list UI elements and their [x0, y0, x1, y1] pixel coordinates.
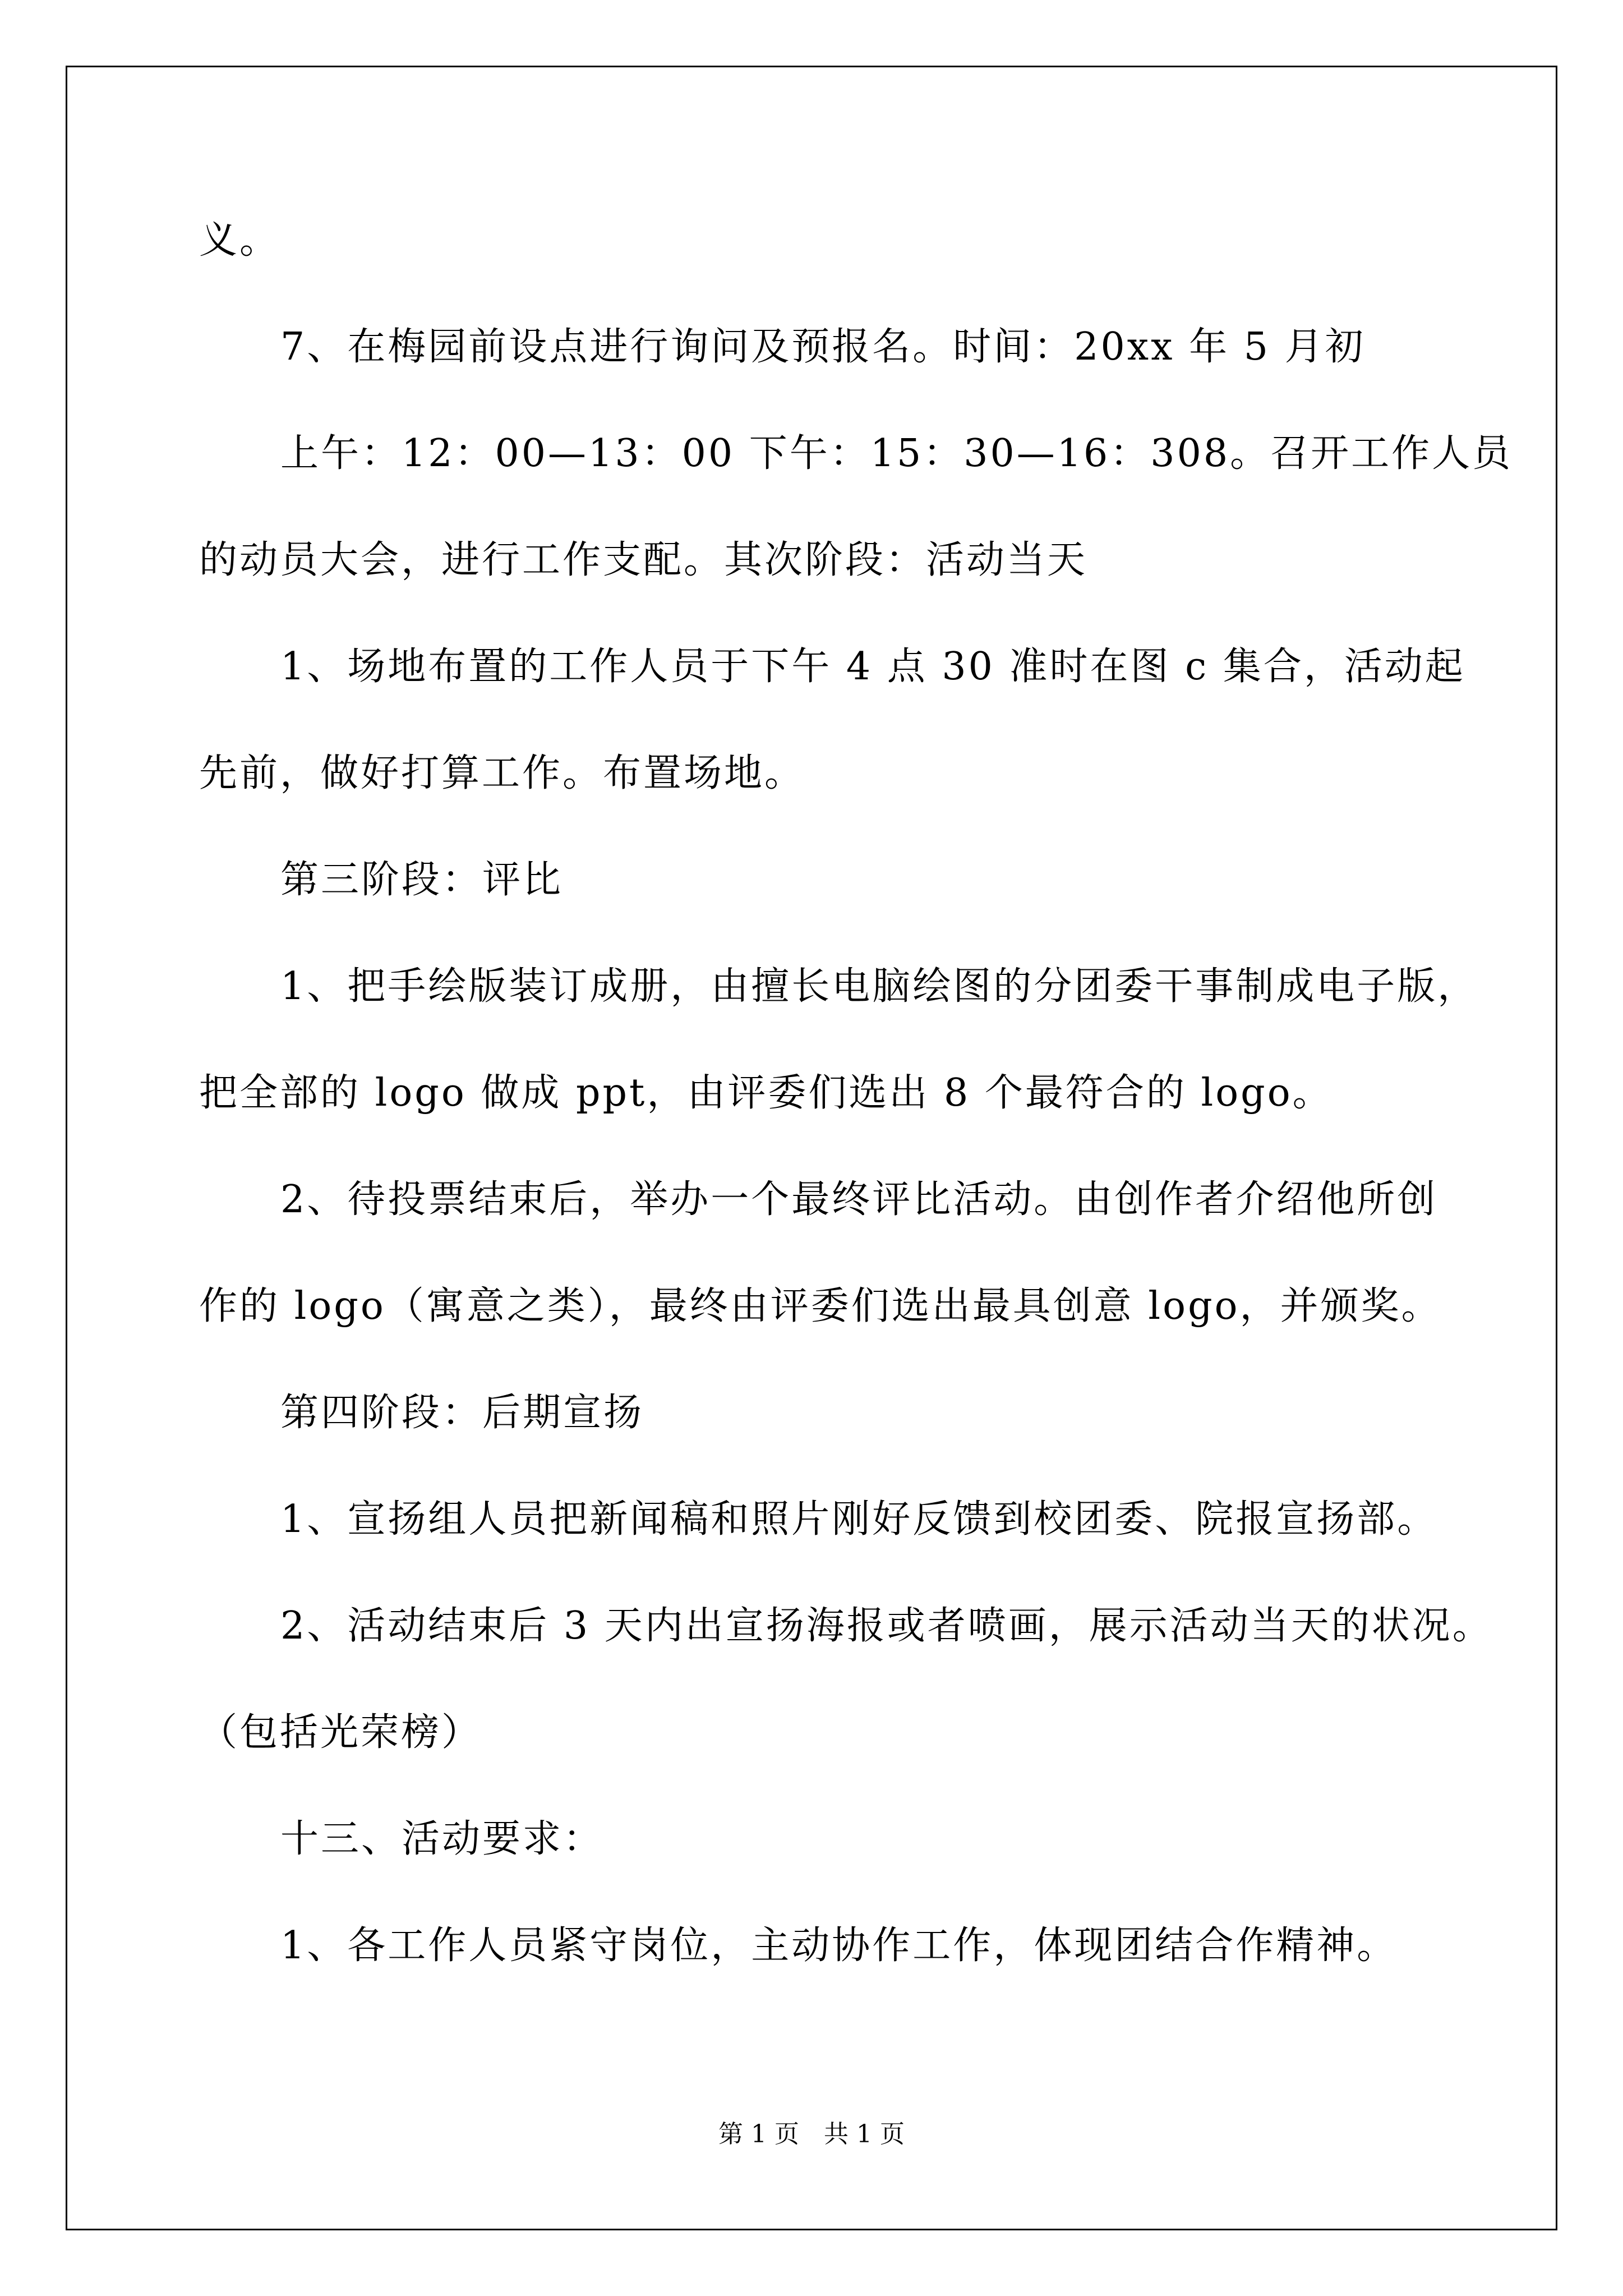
section-heading-requirements: 十三、活动要求：	[280, 1817, 604, 1861]
text-line-2: 7、在梅园前设点进行询问及预报名。时间：20xx 年 5 月初	[280, 325, 1366, 369]
text-line-13: 1、宣扬组人员把新闻稿和照片刚好反馈到校团委、院报宣扬部。	[280, 1497, 1438, 1542]
text-line-17: 1、各工作人员紧守岗位，主动协作工作，体现团结合作精神。	[280, 1924, 1398, 1968]
page-border	[66, 66, 1557, 2230]
text-line-8: 1、把手绘版装订成册，由擅长电脑绘图的分团委干事制成电子版，	[280, 964, 1478, 1009]
text-line-5: 1、场地布置的工作人员于下午 4 点 30 准时在图 c 集合，活动起	[280, 645, 1465, 689]
text-line-15: （包括光荣榜）	[199, 1710, 482, 1755]
text-line-11: 作的 logo（寓意之类），最终由评委们选出最具创意 logo，并颁奖。	[199, 1284, 1442, 1328]
text-line-14: 2、活动结束后 3 天内出宣扬海报或者喷画，展示活动当天的状况。	[280, 1604, 1493, 1648]
text-line-6: 先前，做好打算工作。布置场地。	[199, 751, 805, 795]
text-line-1: 义。	[199, 218, 280, 263]
text-line-10: 2、待投票结束后，举办一个最终评比活动。由创作者介绍他所创	[280, 1177, 1438, 1222]
page-number-footer: 第 1 页 共 1 页	[718, 2120, 905, 2148]
section-heading-stage-3: 第三阶段：评比	[280, 858, 564, 902]
section-heading-stage-4: 第四阶段：后期宣扬	[280, 1391, 644, 1435]
text-line-3: 上午：12：00—13：00 下午：15：30—16：308。召开工作人员	[280, 431, 1513, 476]
text-line-9: 把全部的 logo 做成 ppt，由评委们选出 8 个最符合的 logo。	[199, 1071, 1333, 1115]
text-line-4: 的动员大会，进行工作支配。其次阶段：活动当天	[199, 538, 1088, 582]
